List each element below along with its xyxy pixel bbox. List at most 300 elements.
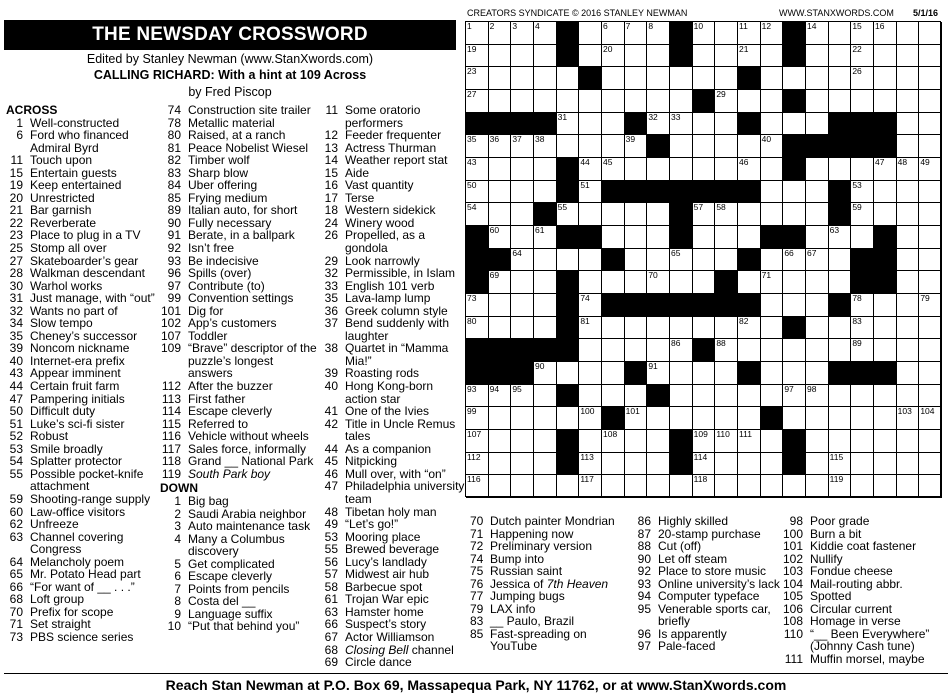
grid-cell[interactable] xyxy=(647,453,670,476)
grid-cell[interactable] xyxy=(761,271,784,294)
grid-cell[interactable] xyxy=(715,317,738,340)
grid-cell[interactable] xyxy=(738,22,761,45)
grid-cell[interactable] xyxy=(919,90,942,113)
grid-cell[interactable] xyxy=(897,249,920,272)
grid-cell[interactable] xyxy=(511,22,534,45)
grid-cell[interactable] xyxy=(534,362,557,385)
grid-cell[interactable] xyxy=(715,45,738,68)
grid-cell[interactable] xyxy=(783,67,806,90)
grid-cell[interactable] xyxy=(625,407,648,430)
grid-cell[interactable] xyxy=(806,158,829,181)
grid-cell[interactable] xyxy=(579,22,602,45)
grid-cell[interactable] xyxy=(670,362,693,385)
grid-cell[interactable] xyxy=(806,294,829,317)
grid-cell[interactable] xyxy=(489,90,512,113)
grid-cell[interactable] xyxy=(602,113,625,136)
grid-cell[interactable] xyxy=(625,67,648,90)
grid-cell[interactable] xyxy=(806,226,829,249)
grid-cell[interactable] xyxy=(761,67,784,90)
grid-cell[interactable] xyxy=(466,90,489,113)
grid-cell[interactable] xyxy=(897,317,920,340)
grid-cell[interactable] xyxy=(851,407,874,430)
grid-cell[interactable] xyxy=(625,158,648,181)
grid-cell[interactable] xyxy=(851,430,874,453)
grid-cell[interactable] xyxy=(738,226,761,249)
grid-cell[interactable] xyxy=(897,45,920,68)
grid-cell[interactable] xyxy=(647,203,670,226)
grid-cell[interactable] xyxy=(851,475,874,498)
grid-cell[interactable] xyxy=(715,475,738,498)
grid-cell[interactable] xyxy=(897,407,920,430)
grid-cell[interactable] xyxy=(761,158,784,181)
grid-cell[interactable] xyxy=(829,271,852,294)
grid-cell[interactable] xyxy=(534,475,557,498)
grid-cell[interactable] xyxy=(647,113,670,136)
grid-cell[interactable] xyxy=(761,249,784,272)
grid-cell[interactable] xyxy=(829,453,852,476)
grid-cell[interactable] xyxy=(897,158,920,181)
grid-cell[interactable] xyxy=(534,317,557,340)
grid-cell[interactable] xyxy=(602,430,625,453)
grid-cell[interactable] xyxy=(534,249,557,272)
grid-cell[interactable] xyxy=(715,453,738,476)
grid-cell[interactable] xyxy=(511,475,534,498)
grid-cell[interactable] xyxy=(761,45,784,68)
grid-cell[interactable] xyxy=(625,22,648,45)
grid-cell[interactable] xyxy=(693,226,716,249)
grid-cell[interactable] xyxy=(625,203,648,226)
grid-cell[interactable] xyxy=(489,453,512,476)
grid-cell[interactable] xyxy=(489,135,512,158)
grid-cell[interactable] xyxy=(761,22,784,45)
grid-cell[interactable] xyxy=(806,181,829,204)
grid-cell[interactable] xyxy=(557,113,580,136)
grid-cell[interactable] xyxy=(783,385,806,408)
grid-cell[interactable] xyxy=(579,430,602,453)
grid-cell[interactable] xyxy=(466,453,489,476)
grid-cell[interactable] xyxy=(511,317,534,340)
grid-cell[interactable] xyxy=(783,181,806,204)
grid-cell[interactable] xyxy=(829,407,852,430)
grid-cell[interactable] xyxy=(466,22,489,45)
grid-cell[interactable] xyxy=(557,90,580,113)
grid-cell[interactable] xyxy=(579,45,602,68)
grid-cell[interactable] xyxy=(761,453,784,476)
grid-cell[interactable] xyxy=(919,45,942,68)
grid-cell[interactable] xyxy=(693,67,716,90)
grid-cell[interactable] xyxy=(919,113,942,136)
grid-cell[interactable] xyxy=(806,203,829,226)
grid-cell[interactable] xyxy=(466,67,489,90)
grid-cell[interactable] xyxy=(806,430,829,453)
grid-cell[interactable] xyxy=(693,362,716,385)
grid-cell[interactable] xyxy=(557,249,580,272)
grid-cell[interactable] xyxy=(715,67,738,90)
grid-cell[interactable] xyxy=(715,339,738,362)
grid-cell[interactable] xyxy=(783,271,806,294)
grid-cell[interactable] xyxy=(851,158,874,181)
grid-cell[interactable] xyxy=(489,226,512,249)
grid-cell[interactable] xyxy=(602,67,625,90)
grid-cell[interactable] xyxy=(670,271,693,294)
grid-cell[interactable] xyxy=(919,249,942,272)
grid-cell[interactable] xyxy=(511,249,534,272)
grid-cell[interactable] xyxy=(897,181,920,204)
grid-cell[interactable] xyxy=(761,385,784,408)
grid-cell[interactable] xyxy=(625,135,648,158)
grid-cell[interactable] xyxy=(715,407,738,430)
grid-cell[interactable] xyxy=(625,249,648,272)
grid-cell[interactable] xyxy=(783,362,806,385)
grid-cell[interactable] xyxy=(897,475,920,498)
grid-cell[interactable] xyxy=(829,249,852,272)
grid-cell[interactable] xyxy=(851,226,874,249)
grid-cell[interactable] xyxy=(897,113,920,136)
grid-cell[interactable] xyxy=(829,158,852,181)
grid-cell[interactable] xyxy=(851,45,874,68)
grid-cell[interactable] xyxy=(693,135,716,158)
grid-cell[interactable] xyxy=(761,294,784,317)
grid-cell[interactable] xyxy=(829,339,852,362)
grid-cell[interactable] xyxy=(670,90,693,113)
grid-cell[interactable] xyxy=(919,430,942,453)
grid-cell[interactable] xyxy=(761,135,784,158)
grid-cell[interactable] xyxy=(806,453,829,476)
grid-cell[interactable] xyxy=(466,385,489,408)
grid-cell[interactable] xyxy=(557,203,580,226)
grid-cell[interactable] xyxy=(625,475,648,498)
grid-cell[interactable] xyxy=(851,339,874,362)
grid-cell[interactable] xyxy=(783,113,806,136)
grid-cell[interactable] xyxy=(511,67,534,90)
grid-cell[interactable] xyxy=(534,407,557,430)
grid-cell[interactable] xyxy=(647,45,670,68)
grid-cell[interactable] xyxy=(829,67,852,90)
grid-cell[interactable] xyxy=(874,430,897,453)
grid-cell[interactable] xyxy=(761,203,784,226)
grid-cell[interactable] xyxy=(489,22,512,45)
grid-cell[interactable] xyxy=(874,339,897,362)
grid-cell[interactable] xyxy=(602,226,625,249)
grid-cell[interactable] xyxy=(851,181,874,204)
grid-cell[interactable] xyxy=(783,203,806,226)
grid-cell[interactable] xyxy=(829,317,852,340)
grid-cell[interactable] xyxy=(897,385,920,408)
grid-cell[interactable] xyxy=(851,90,874,113)
grid-cell[interactable] xyxy=(670,317,693,340)
grid-cell[interactable] xyxy=(874,453,897,476)
grid-cell[interactable] xyxy=(557,475,580,498)
grid-cell[interactable] xyxy=(647,67,670,90)
grid-cell[interactable] xyxy=(715,135,738,158)
grid-cell[interactable] xyxy=(466,158,489,181)
grid-cell[interactable] xyxy=(579,158,602,181)
grid-cell[interactable] xyxy=(715,385,738,408)
grid-cell[interactable] xyxy=(693,271,716,294)
grid-cell[interactable] xyxy=(738,317,761,340)
grid-cell[interactable] xyxy=(534,453,557,476)
grid-cell[interactable] xyxy=(489,271,512,294)
grid-cell[interactable] xyxy=(534,67,557,90)
grid-cell[interactable] xyxy=(761,181,784,204)
grid-cell[interactable] xyxy=(647,249,670,272)
grid-cell[interactable] xyxy=(466,430,489,453)
grid-cell[interactable] xyxy=(625,339,648,362)
grid-cell[interactable] xyxy=(602,475,625,498)
grid-cell[interactable] xyxy=(693,203,716,226)
grid-cell[interactable] xyxy=(511,294,534,317)
grid-cell[interactable] xyxy=(738,203,761,226)
grid-cell[interactable] xyxy=(761,475,784,498)
grid-cell[interactable] xyxy=(489,203,512,226)
grid-cell[interactable] xyxy=(919,362,942,385)
grid-cell[interactable] xyxy=(738,430,761,453)
grid-cell[interactable] xyxy=(579,203,602,226)
grid-cell[interactable] xyxy=(557,67,580,90)
grid-cell[interactable] xyxy=(897,90,920,113)
grid-cell[interactable] xyxy=(806,271,829,294)
grid-cell[interactable] xyxy=(693,475,716,498)
grid-cell[interactable] xyxy=(670,407,693,430)
grid-cell[interactable] xyxy=(602,453,625,476)
grid-cell[interactable] xyxy=(897,22,920,45)
grid-cell[interactable] xyxy=(625,90,648,113)
grid-cell[interactable] xyxy=(761,362,784,385)
grid-cell[interactable] xyxy=(466,45,489,68)
grid-cell[interactable] xyxy=(874,90,897,113)
grid-cell[interactable] xyxy=(919,22,942,45)
grid-cell[interactable] xyxy=(693,249,716,272)
grid-cell[interactable] xyxy=(761,113,784,136)
grid-cell[interactable] xyxy=(738,158,761,181)
grid-cell[interactable] xyxy=(511,385,534,408)
grid-cell[interactable] xyxy=(715,113,738,136)
grid-cell[interactable] xyxy=(489,475,512,498)
grid-cell[interactable] xyxy=(806,249,829,272)
grid-cell[interactable] xyxy=(534,181,557,204)
grid-cell[interactable] xyxy=(670,158,693,181)
grid-cell[interactable] xyxy=(874,294,897,317)
grid-cell[interactable] xyxy=(602,22,625,45)
grid-cell[interactable] xyxy=(602,339,625,362)
grid-cell[interactable] xyxy=(579,317,602,340)
grid-cell[interactable] xyxy=(761,90,784,113)
grid-cell[interactable] xyxy=(625,453,648,476)
grid-cell[interactable] xyxy=(919,475,942,498)
grid-cell[interactable] xyxy=(829,430,852,453)
grid-cell[interactable] xyxy=(738,135,761,158)
grid-cell[interactable] xyxy=(625,226,648,249)
grid-cell[interactable] xyxy=(919,294,942,317)
grid-cell[interactable] xyxy=(511,181,534,204)
grid-cell[interactable] xyxy=(919,67,942,90)
grid-cell[interactable] xyxy=(557,362,580,385)
grid-cell[interactable] xyxy=(489,67,512,90)
grid-cell[interactable] xyxy=(715,249,738,272)
grid-cell[interactable] xyxy=(647,226,670,249)
grid-cell[interactable] xyxy=(783,294,806,317)
grid-cell[interactable] xyxy=(670,135,693,158)
grid-cell[interactable] xyxy=(579,385,602,408)
grid-cell[interactable] xyxy=(625,317,648,340)
grid-cell[interactable] xyxy=(851,385,874,408)
grid-cell[interactable] xyxy=(647,90,670,113)
grid-cell[interactable] xyxy=(919,317,942,340)
grid-cell[interactable] xyxy=(534,22,557,45)
grid-cell[interactable] xyxy=(511,203,534,226)
grid-cell[interactable] xyxy=(647,475,670,498)
grid-cell[interactable] xyxy=(829,90,852,113)
grid-cell[interactable] xyxy=(602,385,625,408)
grid-cell[interactable] xyxy=(647,22,670,45)
grid-cell[interactable] xyxy=(466,317,489,340)
grid-cell[interactable] xyxy=(489,294,512,317)
grid-cell[interactable] xyxy=(806,113,829,136)
grid-cell[interactable] xyxy=(693,453,716,476)
grid-cell[interactable] xyxy=(874,203,897,226)
grid-cell[interactable] xyxy=(715,22,738,45)
grid-cell[interactable] xyxy=(511,135,534,158)
grid-cell[interactable] xyxy=(715,158,738,181)
grid-cell[interactable] xyxy=(511,453,534,476)
grid-cell[interactable] xyxy=(625,45,648,68)
grid-cell[interactable] xyxy=(534,430,557,453)
grid-cell[interactable] xyxy=(919,453,942,476)
grid-cell[interactable] xyxy=(806,407,829,430)
grid-cell[interactable] xyxy=(897,271,920,294)
grid-cell[interactable] xyxy=(715,362,738,385)
grid-cell[interactable] xyxy=(829,475,852,498)
grid-cell[interactable] xyxy=(806,339,829,362)
grid-cell[interactable] xyxy=(806,45,829,68)
grid-cell[interactable] xyxy=(693,45,716,68)
grid-cell[interactable] xyxy=(783,407,806,430)
grid-cell[interactable] xyxy=(897,294,920,317)
grid-cell[interactable] xyxy=(670,249,693,272)
grid-cell[interactable] xyxy=(738,45,761,68)
grid-cell[interactable] xyxy=(511,407,534,430)
grid-cell[interactable] xyxy=(806,362,829,385)
grid-cell[interactable] xyxy=(489,317,512,340)
grid-cell[interactable] xyxy=(466,135,489,158)
grid-cell[interactable] xyxy=(738,339,761,362)
grid-cell[interactable] xyxy=(466,294,489,317)
grid-cell[interactable] xyxy=(466,407,489,430)
grid-cell[interactable] xyxy=(602,90,625,113)
grid-cell[interactable] xyxy=(602,158,625,181)
grid-cell[interactable] xyxy=(715,430,738,453)
grid-cell[interactable] xyxy=(806,22,829,45)
grid-cell[interactable] xyxy=(919,158,942,181)
grid-cell[interactable] xyxy=(829,226,852,249)
grid-cell[interactable] xyxy=(511,226,534,249)
grid-cell[interactable] xyxy=(579,407,602,430)
grid-cell[interactable] xyxy=(693,430,716,453)
grid-cell[interactable] xyxy=(602,271,625,294)
grid-cell[interactable] xyxy=(829,45,852,68)
grid-cell[interactable] xyxy=(579,475,602,498)
grid-cell[interactable] xyxy=(602,203,625,226)
grid-cell[interactable] xyxy=(489,45,512,68)
grid-cell[interactable] xyxy=(647,317,670,340)
grid-cell[interactable] xyxy=(874,317,897,340)
grid-cell[interactable] xyxy=(874,385,897,408)
grid-cell[interactable] xyxy=(534,158,557,181)
grid-cell[interactable] xyxy=(783,475,806,498)
grid-cell[interactable] xyxy=(806,90,829,113)
grid-cell[interactable] xyxy=(715,90,738,113)
grid-cell[interactable] xyxy=(670,475,693,498)
grid-cell[interactable] xyxy=(466,203,489,226)
grid-cell[interactable] xyxy=(534,385,557,408)
grid-cell[interactable] xyxy=(897,339,920,362)
grid-cell[interactable] xyxy=(897,226,920,249)
grid-cell[interactable] xyxy=(670,385,693,408)
grid-cell[interactable] xyxy=(829,385,852,408)
grid-cell[interactable] xyxy=(874,45,897,68)
grid-cell[interactable] xyxy=(693,407,716,430)
grid-cell[interactable] xyxy=(670,113,693,136)
grid-cell[interactable] xyxy=(557,407,580,430)
grid-cell[interactable] xyxy=(897,203,920,226)
grid-cell[interactable] xyxy=(489,430,512,453)
grid-cell[interactable] xyxy=(851,317,874,340)
grid-cell[interactable] xyxy=(897,135,920,158)
grid-cell[interactable] xyxy=(579,249,602,272)
grid-cell[interactable] xyxy=(806,67,829,90)
grid-cell[interactable] xyxy=(511,271,534,294)
grid-cell[interactable] xyxy=(534,45,557,68)
grid-cell[interactable] xyxy=(579,135,602,158)
grid-cell[interactable] xyxy=(625,430,648,453)
grid-cell[interactable] xyxy=(602,362,625,385)
grid-cell[interactable] xyxy=(693,158,716,181)
grid-cell[interactable] xyxy=(738,271,761,294)
grid-cell[interactable] xyxy=(738,407,761,430)
grid-cell[interactable] xyxy=(625,385,648,408)
grid-cell[interactable] xyxy=(919,135,942,158)
grid-cell[interactable] xyxy=(579,271,602,294)
grid-cell[interactable] xyxy=(693,317,716,340)
grid-cell[interactable] xyxy=(489,158,512,181)
grid-cell[interactable] xyxy=(874,158,897,181)
grid-cell[interactable] xyxy=(919,339,942,362)
grid-cell[interactable] xyxy=(919,271,942,294)
grid-cell[interactable] xyxy=(534,135,557,158)
grid-cell[interactable] xyxy=(897,67,920,90)
grid-cell[interactable] xyxy=(783,249,806,272)
grid-cell[interactable] xyxy=(806,385,829,408)
grid-cell[interactable] xyxy=(919,203,942,226)
grid-cell[interactable] xyxy=(851,22,874,45)
grid-cell[interactable] xyxy=(851,453,874,476)
grid-cell[interactable] xyxy=(511,90,534,113)
grid-cell[interactable] xyxy=(897,430,920,453)
grid-cell[interactable] xyxy=(489,385,512,408)
grid-cell[interactable] xyxy=(738,385,761,408)
grid-cell[interactable] xyxy=(715,226,738,249)
grid-cell[interactable] xyxy=(602,317,625,340)
grid-cell[interactable] xyxy=(851,203,874,226)
grid-cell[interactable] xyxy=(602,135,625,158)
grid-cell[interactable] xyxy=(897,453,920,476)
grid-cell[interactable] xyxy=(579,181,602,204)
grid-cell[interactable] xyxy=(919,226,942,249)
grid-cell[interactable] xyxy=(579,113,602,136)
grid-cell[interactable] xyxy=(761,339,784,362)
grid-cell[interactable] xyxy=(874,22,897,45)
grid-cell[interactable] xyxy=(466,181,489,204)
